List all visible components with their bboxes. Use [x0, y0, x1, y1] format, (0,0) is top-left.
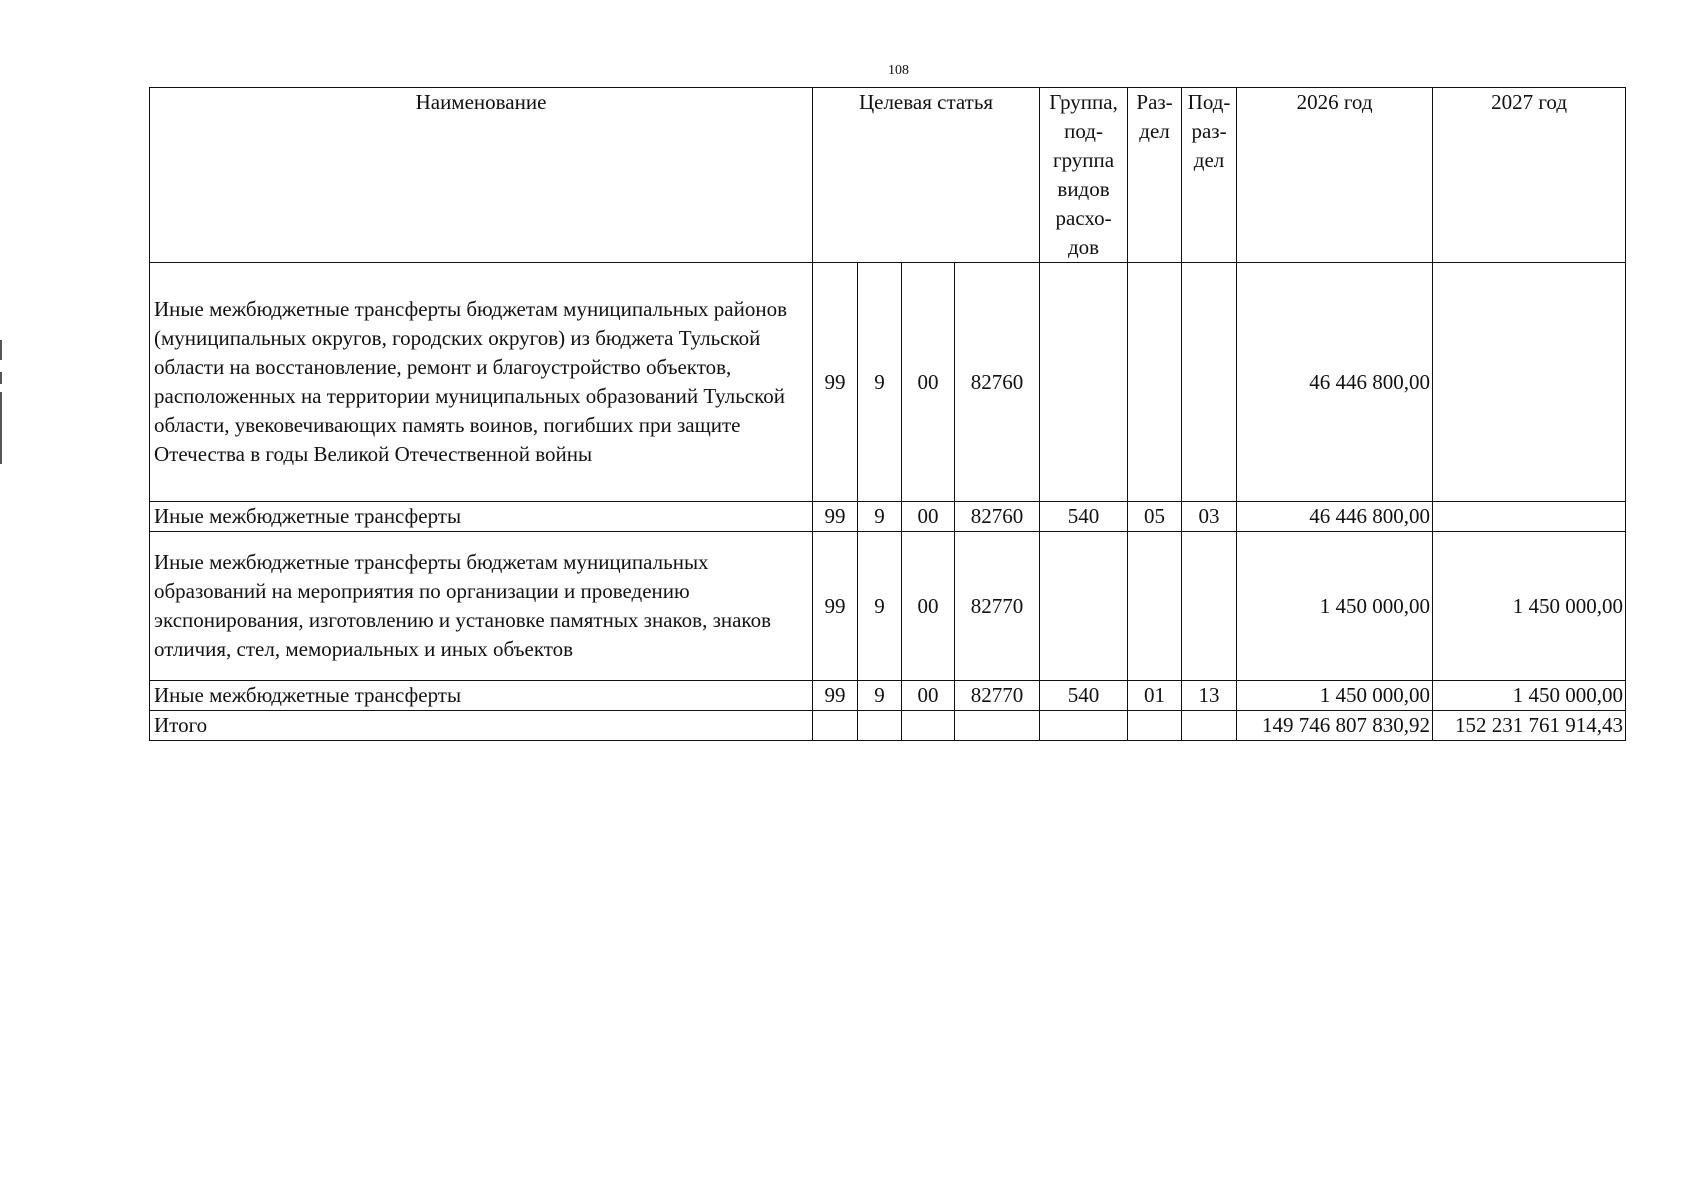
row-section — [1128, 263, 1182, 502]
row-target-2: 9 — [858, 681, 902, 711]
row-2026: 46 446 800,00 — [1237, 263, 1433, 502]
row-target-2: 9 — [858, 502, 902, 532]
row-group — [1040, 263, 1128, 502]
row-target-4: 82760 — [955, 263, 1040, 502]
row-target-1: 99 — [813, 502, 858, 532]
row-target-3: 00 — [902, 532, 955, 681]
scan-margin-mark — [0, 340, 2, 360]
total-label: Итого — [150, 711, 813, 741]
row-group: 540 — [1040, 502, 1128, 532]
table-row — [150, 502, 1626, 532]
total-2027: 152 231 761 914,43 — [1433, 711, 1626, 741]
row-group — [1040, 532, 1128, 681]
row-subsection — [1182, 711, 1237, 741]
row-target-3: 00 — [902, 263, 955, 502]
header-group: Группа, под- группа видов расхо- дов — [1040, 88, 1128, 263]
row-target-1 — [813, 711, 858, 741]
row-2026: 1 450 000,00 — [1237, 532, 1433, 681]
row-subsection — [1182, 263, 1237, 502]
row-target-1: 99 — [813, 681, 858, 711]
row-target-1: 99 — [813, 263, 858, 502]
row-section — [1128, 532, 1182, 681]
table-row — [150, 263, 1626, 502]
header-name: Наименование — [150, 88, 813, 263]
row-target-4: 82770 — [955, 532, 1040, 681]
header-target: Целевая статья — [813, 88, 1040, 263]
row-name: Иные межбюджетные трансферты бюджетам муниципальных образований на мероприятия по организации и проведению экспонирования, изготовлению и установке памятных знаков, знаков отличия, стел, мемориальных и иных объектов — [150, 532, 813, 681]
row-section — [1128, 711, 1182, 741]
row-target-3 — [902, 711, 955, 741]
table-row — [150, 681, 1626, 711]
row-2027 — [1433, 502, 1626, 532]
row-2027: 1 450 000,00 — [1433, 532, 1626, 681]
row-section: 05 — [1128, 502, 1182, 532]
row-group — [1040, 711, 1128, 741]
row-name: Иные межбюджетные трансферты бюджетам муниципальных районов (муниципальных округов, городских округов) из бюджета Тульской области на восстановление, ремонт и благоустройство объектов, расположенных на территории муниципальных образований Тульской области, увековечивающих память воинов, погибших при защите Отечества в годы Великой Отечественной войны — [150, 263, 813, 502]
row-section: 01 — [1128, 681, 1182, 711]
header-2027: 2027 год — [1433, 88, 1626, 263]
budget-table — [149, 87, 1626, 741]
row-subsection: 13 — [1182, 681, 1237, 711]
row-group: 540 — [1040, 681, 1128, 711]
row-subsection: 03 — [1182, 502, 1237, 532]
row-name: Иные межбюджетные трансферты — [150, 681, 813, 711]
header-subsection: Под- раз- дел — [1182, 88, 1237, 263]
row-target-3: 00 — [902, 681, 955, 711]
scan-margin-mark — [0, 372, 2, 384]
row-target-2: 9 — [858, 263, 902, 502]
row-target-4: 82760 — [955, 502, 1040, 532]
row-target-4 — [955, 711, 1040, 741]
total-2026: 149 746 807 830,92 — [1237, 711, 1433, 741]
row-name: Иные межбюджетные трансферты — [150, 502, 813, 532]
scan-margin-mark — [0, 392, 2, 464]
row-2027: 1 450 000,00 — [1433, 681, 1626, 711]
header-section: Раз- дел — [1128, 88, 1182, 263]
row-subsection — [1182, 532, 1237, 681]
row-target-1: 99 — [813, 532, 858, 681]
row-target-3: 00 — [902, 502, 955, 532]
row-target-2 — [858, 711, 902, 741]
header-2026: 2026 год — [1237, 88, 1433, 263]
row-2026: 46 446 800,00 — [1237, 502, 1433, 532]
table-row — [150, 532, 1626, 681]
total-row — [150, 711, 1626, 741]
row-2026: 1 450 000,00 — [1237, 681, 1433, 711]
row-2027 — [1433, 263, 1626, 502]
row-target-2: 9 — [858, 532, 902, 681]
row-target-4: 82770 — [955, 681, 1040, 711]
